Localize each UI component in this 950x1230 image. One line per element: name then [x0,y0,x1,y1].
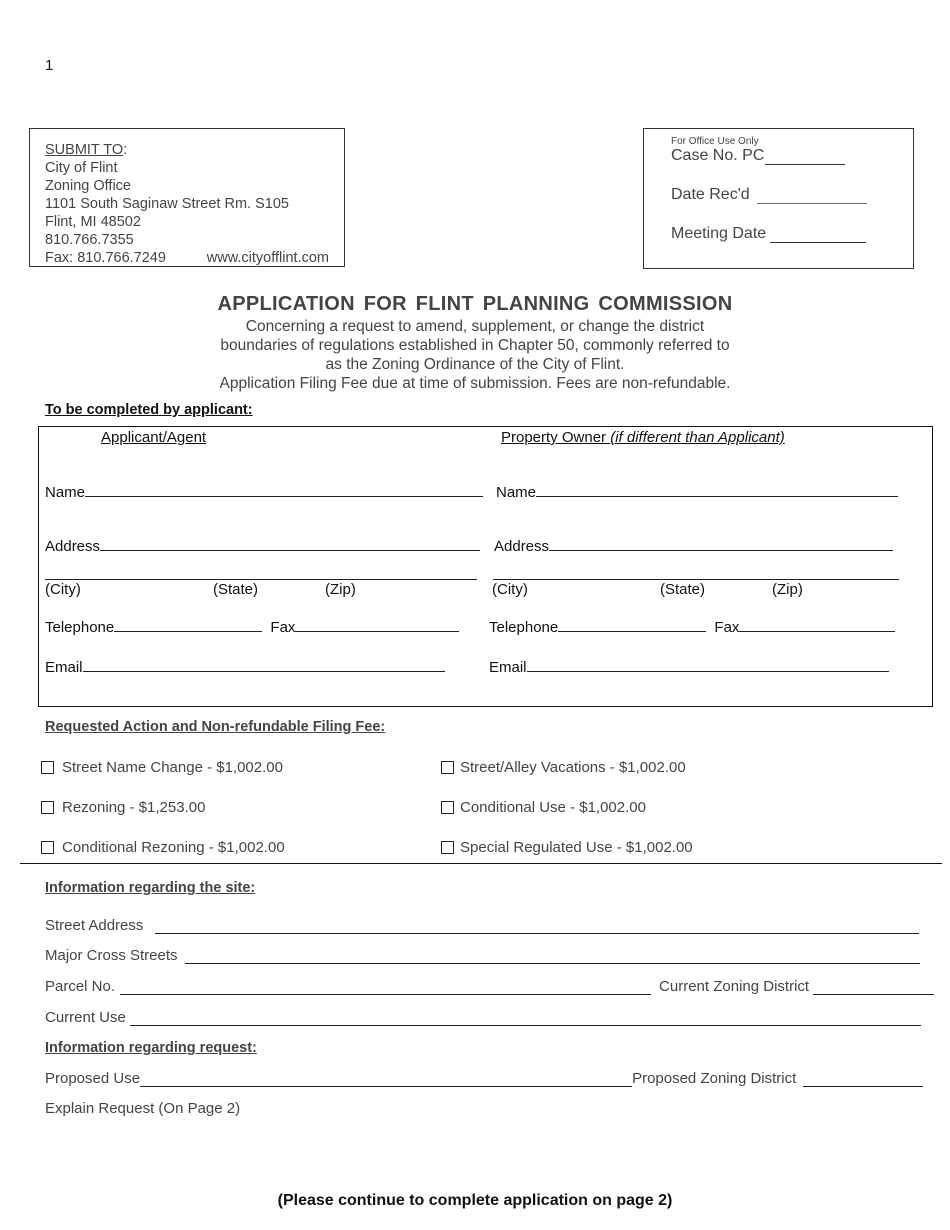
subtitle-line: as the Zoning Ordinance of the City of Flint. [325,356,625,373]
explain-request: Explain Request (On Page 2) [45,1100,241,1117]
subtitle-line: Concerning a request to amend, supplement, or change the district [245,318,705,335]
current-use-field[interactable] [130,1011,921,1026]
applicant-email-row: Email [45,657,445,676]
owner-email-row: Email [489,657,889,676]
owner-email-field[interactable] [527,657,889,672]
owner-phone-row: Telephone Fax [489,617,895,636]
date-recd-field[interactable] [757,189,867,204]
owner-heading: Property Owner (if different than Applicant) [501,429,785,446]
case-no-row: Case No. PC [671,147,913,165]
option-conditional-rezoning[interactable]: Conditional Rezoning - $1,002.00 [41,839,285,856]
option-street-name-change[interactable]: Street Name Change - $1,002.00 [41,759,283,776]
checkbox[interactable] [41,841,54,854]
applicant-telephone-field[interactable] [114,617,262,632]
subtitle-line: Application Filing Fee due at time of submission. Fees are non-refundable. [219,375,731,392]
submit-to-heading: SUBMIT TO: [45,142,128,158]
parcel-no-field[interactable] [120,980,651,995]
current-zoning-field[interactable] [813,980,934,995]
owner-address-field[interactable] [549,536,893,551]
continue-note: (Please continue to complete application on page 2) [277,1192,673,1209]
cross-streets-field[interactable] [185,949,920,964]
owner-city-label: (City) [492,581,528,598]
applicant-state-label: (State) [213,581,259,598]
street-address-field[interactable] [155,919,919,934]
meeting-date-row: Meeting Date [671,225,913,243]
case-no-field[interactable] [765,150,845,165]
owner-zip-label: (Zip) [772,581,803,598]
checkbox[interactable] [441,801,454,814]
applicant-zip-label: (Zip) [325,581,356,598]
page-title: APPLICATION FOR FLINT PLANNING COMMISSION [217,293,733,315]
requested-action-heading: Requested Action and Non-refundable Filing Fee: [45,719,386,735]
subtitle-line: boundaries of regulations established in Chapter 50, commonly referred to [220,337,730,354]
parcel-row: Parcel No. Current Zoning District [45,978,934,995]
proposed-zoning-field[interactable] [803,1072,923,1087]
office-use-box [643,128,914,269]
cross-streets-row: Major Cross Streets [45,947,920,964]
checkbox[interactable] [441,761,454,774]
submit-line: Zoning Office [45,178,131,194]
owner-name-field[interactable] [536,482,898,497]
fax-web-row [45,249,329,267]
option-rezoning[interactable]: Rezoning - $1,253.00 [41,799,205,816]
applicant-address-row: Address [45,536,480,555]
owner-state-label: (State) [660,581,706,598]
site-info-heading: Information regarding the site: [45,880,256,896]
checkbox[interactable] [441,841,454,854]
submit-to-box [29,128,345,267]
proposed-use-row: Proposed Use Proposed Zoning District [45,1070,923,1087]
date-recd-row: Date Rec'd [671,186,913,204]
fax-number: Fax: 810.766.7249 [45,250,166,266]
applicant-section-heading: To be completed by applicant: [45,402,253,418]
website-link[interactable]: www.cityofflint.com [206,250,329,266]
request-info-heading: Information regarding request: [45,1040,257,1056]
applicant-city-label: (City) [45,581,81,598]
applicant-heading: Applicant/Agent [101,429,207,446]
checkbox[interactable] [41,761,54,774]
street-address-row: Street Address [45,917,919,934]
option-special-regulated-use[interactable]: Special Regulated Use - $1,002.00 [441,839,693,856]
owner-telephone-field[interactable] [558,617,706,632]
submit-line: Flint, MI 48502 [45,214,141,230]
owner-address-row: Address [494,536,893,555]
checkbox[interactable] [41,801,54,814]
page-number: 1 [45,57,54,74]
submit-line: City of Flint [45,160,118,176]
applicant-fax-field[interactable] [295,617,459,632]
current-use-row: Current Use [45,1009,921,1026]
submit-line: 810.766.7355 [45,232,134,248]
meeting-date-field[interactable] [770,228,866,243]
option-street-alley-vacations[interactable]: Street/Alley Vacations - $1,002.00 [441,759,686,776]
option-conditional-use[interactable]: Conditional Use - $1,002.00 [441,799,646,816]
owner-fax-field[interactable] [739,617,895,632]
owner-name-row: Name [496,482,898,501]
applicant-phone-row: Telephone Fax [45,617,459,636]
applicant-city-line[interactable] [45,579,477,580]
submit-line: 1101 South Saginaw Street Rm. S105 [45,196,289,212]
section-divider [20,863,942,864]
applicant-email-field[interactable] [83,657,445,672]
office-use-label: For Office Use Only [671,136,759,147]
applicant-name-field[interactable] [85,482,483,497]
applicant-address-field[interactable] [100,536,480,551]
owner-city-line[interactable] [493,579,899,580]
proposed-use-field[interactable] [140,1072,632,1087]
applicant-name-row: Name [45,482,483,501]
